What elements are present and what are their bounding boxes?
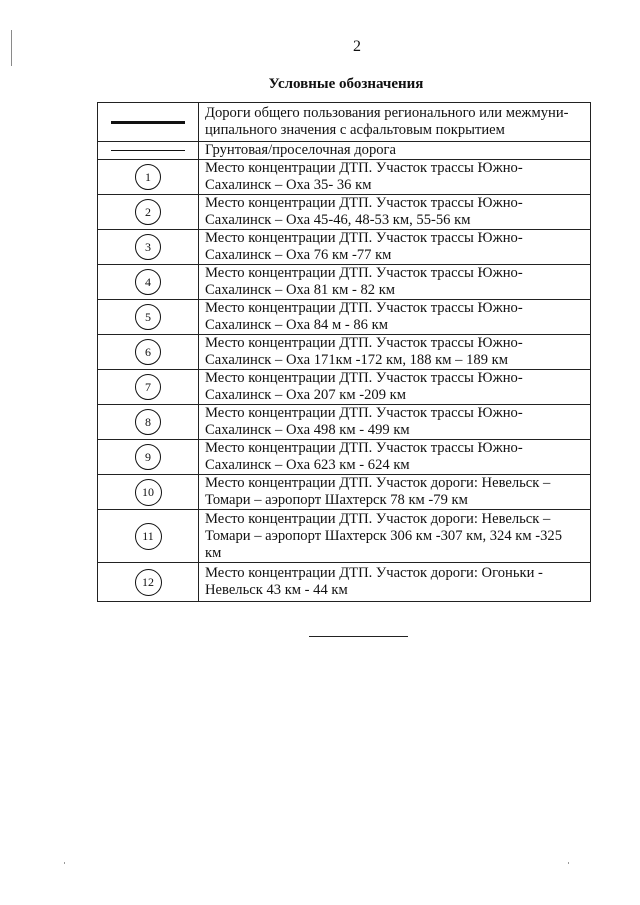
legend-row-dirt-road [98,142,591,160]
legend-description [199,195,591,230]
numbered-circle-icon: 6 [135,339,161,365]
page-number: 2 [353,38,361,55]
legend-symbol-cell [98,300,199,335]
numbered-circle-icon: 3 [135,234,161,260]
numbered-circle-icon: 8 [135,409,161,435]
legend-description [199,160,591,195]
numbered-circle-icon: 12 [135,569,162,596]
legend-symbol-cell [98,370,199,405]
scan-dot-bottom-right [568,862,569,864]
legend-description [199,475,591,510]
legend-text-line: Сахалинск – Оха 498 км - 499 км [205,422,410,438]
legend-row-hotspot-2 [98,195,591,230]
legend-symbol-cell [98,195,199,230]
dirt-road-line-icon [111,150,185,151]
scan-dot-bottom-left [64,862,65,864]
legend-text-line: Место концентрации ДТП. Участок трассы Южно- [205,300,523,316]
legend-row-hotspot-10 [98,475,591,510]
legend-row-hotspot-9 [98,440,591,475]
legend-text-line: Томари – аэропорт Шахтерск 78 км -79 км [205,492,468,508]
legend-description [199,335,591,370]
numbered-circle-icon: 10 [135,479,162,506]
legend-text-line: Томари – аэропорт Шахтерск 306 км -307 км, 324 км -325 [205,527,563,544]
legend-text-line: км [205,544,222,561]
legend-table [97,102,591,602]
legend-text-line: Место концентрации ДТП. Участок трассы Южно- [205,195,523,211]
legend-text-line: Место концентрации ДТП. Участок дороги: Невельск – [205,475,551,491]
legend-description [199,230,591,265]
legend-text-line: Сахалинск – Оха 623 км - 624 км [205,457,410,473]
numbered-circle-icon: 7 [135,374,161,400]
legend-text-line: Дороги общего пользования регионального или межмуни- [205,105,569,121]
legend-row-hotspot-7 [98,370,591,405]
legend-text-line: Грунтовая/проселочная дорога [205,142,397,158]
numbered-circle-icon: 4 [135,269,161,295]
legend-symbol-cell [98,510,199,563]
legend-text-line: Невельск 43 км - 44 км [205,582,348,598]
legend-row-paved-road [98,103,591,142]
legend-text-line: Сахалинск – Оха 45-46, 48-53 км, 55-56 км [205,212,471,228]
legend-text-line: Сахалинск – Оха 81 км - 82 км [205,282,396,298]
legend-text-line: Место концентрации ДТП. Участок трассы Южно- [205,160,523,176]
legend-symbol-cell [98,563,199,602]
legend-text-line: ципального значения с асфальтовым покрытием [205,122,505,138]
legend-symbol-cell [98,405,199,440]
legend-text-line: Место концентрации ДТП. Участок дороги: Огоньки - [205,565,543,581]
legend-heading: Условные обозначения [268,76,424,92]
margin-mark-top [11,30,12,66]
legend-row-hotspot-6 [98,335,591,370]
legend-description [199,510,591,563]
numbered-circle-icon: 1 [135,164,161,190]
legend-description [199,440,591,475]
legend-description [199,563,591,602]
legend-row-hotspot-11 [98,510,591,563]
legend-symbol-cell [98,475,199,510]
legend-text-line: Сахалинск – Оха 76 км -77 км [205,247,392,263]
numbered-circle-icon: 9 [135,444,161,470]
legend-row-hotspot-8 [98,405,591,440]
legend-row-hotspot-1 [98,160,591,195]
closing-rule [309,636,408,637]
legend-row-hotspot-12 [98,563,591,602]
legend-row-hotspot-4 [98,265,591,300]
legend-description [199,405,591,440]
legend-description [199,103,591,142]
numbered-circle-icon: 11 [135,523,162,550]
legend-text-line: Место концентрации ДТП. Участок трассы Южно- [205,440,523,456]
legend-symbol-cell [98,440,199,475]
paved-road-line-icon [111,121,185,124]
legend-text-line: Место концентрации ДТП. Участок трассы Южно- [205,370,523,386]
legend-symbol-cell [98,103,199,142]
legend-text-line: Место концентрации ДТП. Участок трассы Южно- [205,405,523,421]
legend-text-line: Место концентрации ДТП. Участок трассы Южно- [205,265,523,281]
legend-text-line: Место концентрации ДТП. Участок дороги: Невельск – [205,510,551,527]
legend-text-line: Сахалинск – Оха 171км -172 км, 188 км – 189 км [205,352,508,368]
legend-row-hotspot-3 [98,230,591,265]
legend-text-line: Сахалинск – Оха 84 м - 86 км [205,317,388,333]
legend-text-line: Сахалинск – Оха 207 км -209 км [205,387,406,403]
numbered-circle-icon: 5 [135,304,161,330]
legend-text-line: Сахалинск – Оха 35- 36 км [205,177,372,193]
legend-description [199,300,591,335]
legend-text-line: Место концентрации ДТП. Участок трассы Южно- [205,335,523,351]
legend-row-hotspot-5 [98,300,591,335]
numbered-circle-icon: 2 [135,199,161,225]
legend-description [199,265,591,300]
legend-symbol-cell [98,142,199,160]
legend-text-line: Место концентрации ДТП. Участок трассы Южно- [205,230,523,246]
legend-symbol-cell [98,335,199,370]
legend-symbol-cell [98,265,199,300]
legend-symbol-cell [98,230,199,265]
legend-symbol-cell [98,160,199,195]
legend-description [199,142,591,160]
legend-description [199,370,591,405]
